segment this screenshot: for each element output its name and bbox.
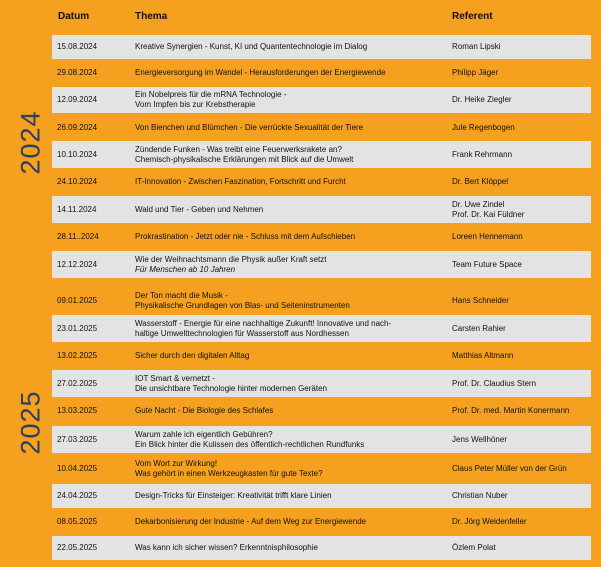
topic-line: Wasserstoff - Energie für eine nachhaltige Zukunft! Innovative und nach- <box>135 318 392 328</box>
row-referent <box>452 296 591 306</box>
table-row <box>52 251 591 278</box>
referent-name: Roman Lipski <box>452 42 501 51</box>
table-row <box>52 536 591 560</box>
topic-line: Was kann ich sicher wissen? Erkenntnisphilosophie <box>135 543 318 552</box>
table-row <box>52 455 591 482</box>
row-referent <box>452 150 591 160</box>
topic-line: Energieversorgung im Wandel - Herausforderungen der Energiewende <box>135 68 386 77</box>
row-topic <box>135 205 445 215</box>
referent-name: Prof. Dr. Claudius Stern <box>452 378 537 388</box>
topic-line: Vom Wort zur Wirkung! <box>135 458 218 468</box>
referent-name: Hans Schneider <box>452 295 509 305</box>
topic-line: Zündende Funken - Was treibt eine Feuerwerksrakete an? <box>135 144 342 154</box>
row-referent <box>452 464 591 474</box>
row-topic <box>135 319 445 339</box>
header-referent: Referent <box>452 11 493 22</box>
topic-line: Ein Nobelpreis für die mRNA Technologie - <box>135 90 287 99</box>
referent-name: Philipp Jäger <box>452 68 499 77</box>
row-referent <box>452 260 591 270</box>
topic-line: Von Bienchen und Blümchen - Die verrückte Sexualität der Tiere <box>135 122 364 132</box>
table-row <box>52 315 591 342</box>
row-topic <box>135 42 445 52</box>
header-date: Datum <box>58 11 90 22</box>
topic-line: haltige Umwelttechnologien für Wasserstoff aus Nordhessen <box>135 328 349 338</box>
row-topic <box>135 430 445 450</box>
row-topic <box>135 90 445 110</box>
row-date: 26.09.2024 <box>57 122 98 132</box>
table-row <box>52 170 591 194</box>
row-topic <box>135 406 445 416</box>
table-row <box>52 288 591 313</box>
table-row <box>52 344 591 368</box>
row-topic <box>135 232 445 242</box>
row-date: 10.04.2025 <box>57 463 98 473</box>
row-referent <box>452 435 591 445</box>
topic-line: Warum zahle ich eigentlich Gebühren? <box>135 429 273 439</box>
topic-line: Wald und Tier - Geben und Nehmen <box>135 204 264 214</box>
row-referent <box>452 95 591 105</box>
row-topic <box>135 517 445 527</box>
row-date: 27.02.2025 <box>57 378 98 388</box>
row-referent <box>452 42 591 52</box>
row-date: 13.02.2025 <box>57 351 98 360</box>
table-row <box>52 225 591 249</box>
row-referent <box>452 379 591 389</box>
table-row <box>52 196 591 223</box>
row-topic <box>135 255 445 275</box>
referent-name: Team Future Space <box>452 259 522 269</box>
referent-name: Dr. Heike Ziegler <box>452 95 512 104</box>
row-topic <box>135 491 445 501</box>
row-referent <box>452 517 591 527</box>
referent-name: Dr. Bert Klöppel <box>452 177 509 186</box>
table-row <box>52 87 591 113</box>
referent-name: Loreen Hennemann <box>452 232 523 241</box>
row-date: 24.04.2025 <box>57 491 98 500</box>
row-topic <box>135 459 445 479</box>
topic-line: Gute Nacht - Die Biologie des Schlafes <box>135 406 274 415</box>
row-date: 08.05.2025 <box>57 517 98 526</box>
referent-name: Jens Wellhöner <box>452 434 507 444</box>
topic-line: Dekarbonisierung der Industrie - Auf dem Weg zur Energiewende <box>135 517 367 526</box>
row-date: 12.09.2024 <box>57 95 98 104</box>
topic-line: Prokrastination - Jetzt oder nie - Schluss mit dem Aufschieben <box>135 232 356 241</box>
row-referent <box>452 406 591 416</box>
topic-line: Ein Blick hinter die Kulissen des öffentlich-rechtlichen Rundfunks <box>135 439 365 449</box>
row-date: 28.11..2024 <box>57 232 99 241</box>
topic-line: Sicher durch den digitalen Alltag <box>135 351 250 360</box>
referent-name: Dr. Jörg Weidenfeller <box>452 517 527 526</box>
row-date: 14.11.2024 <box>57 204 97 214</box>
row-referent <box>452 200 591 220</box>
table-row <box>52 370 591 397</box>
topic-line: Design-Tricks für Einsteiger: Kreativität trifft klare Linien <box>135 491 332 500</box>
table-row <box>52 510 591 534</box>
topic-line: Der Ton macht die Musik - <box>135 290 228 300</box>
row-date: 24.10.2024 <box>57 177 98 186</box>
row-date: 23.01.2025 <box>57 323 98 333</box>
topic-line: IOT Smart & vernetzt - <box>135 373 215 383</box>
topic-line: IT-Innovation - Zwischen Faszination, Fortschritt und Furcht <box>135 177 346 186</box>
header-topic: Thema <box>135 11 168 22</box>
row-referent <box>452 324 591 334</box>
row-topic <box>135 123 445 133</box>
referent-name: Özlem Polat <box>452 543 496 552</box>
topic-line: Physikalische Grundlagen von Blas- und Seiteninstrumenten <box>135 300 350 310</box>
referent-name: Carsten Rahier <box>452 323 506 333</box>
row-date: 29.08.2024 <box>57 68 98 77</box>
row-referent <box>452 543 591 553</box>
row-topic <box>135 291 445 311</box>
referent-name: Prof. Dr. med. Martin Konermann <box>452 406 570 415</box>
row-referent <box>452 177 591 187</box>
referent-name: Frank Rehrmann <box>452 149 513 159</box>
topic-line: Kreative Synergien - Kunst, KI und Quantentechnologie im Dialog <box>135 42 368 51</box>
table-row <box>52 35 591 59</box>
table-row <box>52 61 591 85</box>
row-date: 15.08.2024 <box>57 42 98 51</box>
row-topic <box>135 351 445 361</box>
table-row <box>52 484 591 508</box>
row-topic <box>135 177 445 187</box>
row-date: 22.05.2025 <box>57 543 98 552</box>
table-row <box>52 399 591 423</box>
referent-name: Jule Regenbogen <box>452 122 515 132</box>
referent-name: Dr. Uwe Zindel <box>452 199 505 209</box>
year-label-2025: 2025 <box>15 390 46 455</box>
topic-line: Chemisch-physikalische Erklärungen mit Blick auf die Umwelt <box>135 154 354 164</box>
row-topic <box>135 68 445 78</box>
row-referent <box>452 68 591 78</box>
row-topic <box>135 543 445 553</box>
row-date: 09.01.2025 <box>57 295 98 305</box>
topic-line: Vom Impfen bis zur Krebstherapie <box>135 100 256 109</box>
referent-name: Claus Peter Müller von der Grün <box>452 463 567 473</box>
row-date: 13.03.2025 <box>57 406 98 415</box>
referent-name: Christian Nuber <box>452 491 508 500</box>
row-referent <box>452 232 591 242</box>
row-topic <box>135 374 445 394</box>
table-row <box>52 116 591 139</box>
topic-line: Was gehört in einen Werkzeugkasten für gute Texte? <box>135 468 323 478</box>
row-topic <box>135 145 445 165</box>
row-referent <box>452 491 591 501</box>
topic-line: Die unsichtbare Technologie hinter modernen Geräten <box>135 383 327 393</box>
referent-name: Prof. Dr. Kai Füldner <box>452 209 525 219</box>
row-date: 27.03.2025 <box>57 434 98 444</box>
table-row <box>52 426 591 453</box>
row-referent <box>452 351 591 361</box>
topic-line: Wie der Weihnachtsmann die Physik außer Kraft setzt <box>135 254 327 264</box>
row-date: 10.10.2024 <box>57 149 98 159</box>
row-date: 12.12.2024 <box>57 259 98 269</box>
year-label-2024: 2024 <box>15 110 46 175</box>
referent-name: Matthias Altmann <box>452 351 514 360</box>
topic-subtitle: Für Menschen ab 10 Jahren <box>135 264 236 274</box>
row-referent <box>452 123 591 133</box>
table-row <box>52 141 591 168</box>
